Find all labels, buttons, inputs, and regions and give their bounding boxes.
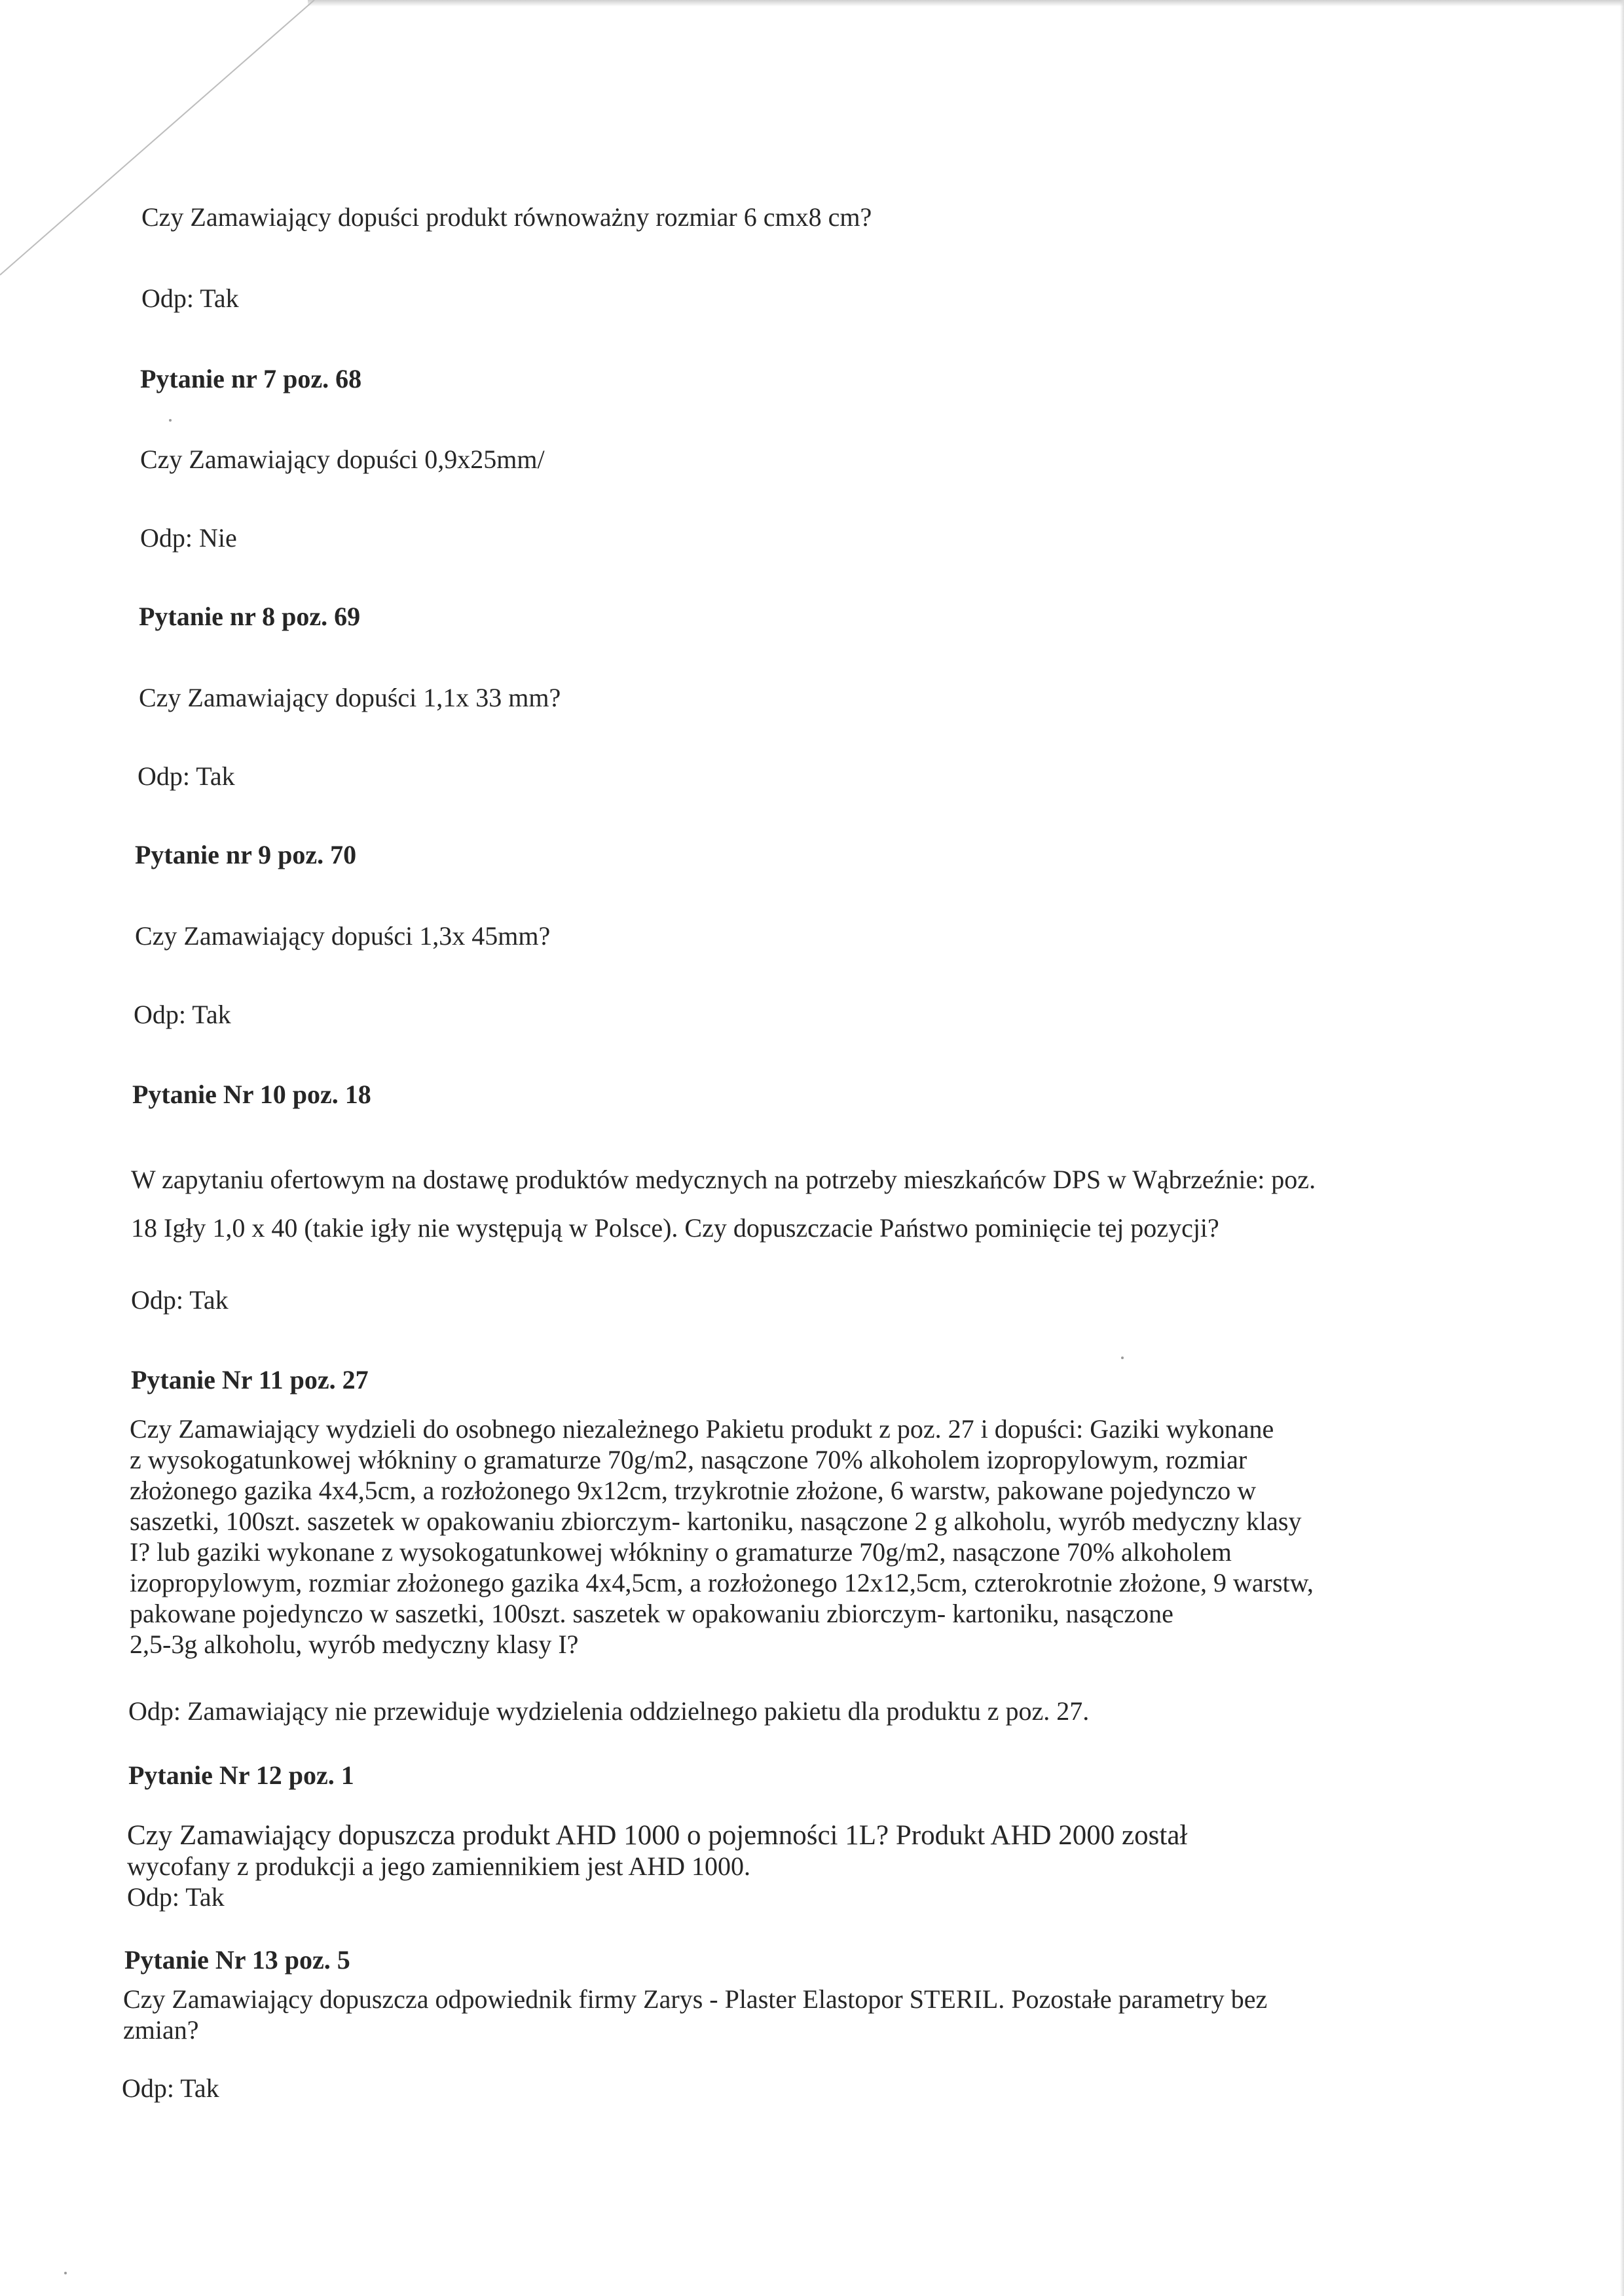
question-11-line: izopropylowym, rozmiar złożonego gazika 4x4,5cm, a rozłożonego 12x12,5cm, czterokrotnie złożone, 9 warstw, bbox=[130, 1568, 1314, 1597]
answer-8: Odp: Tak bbox=[138, 761, 235, 791]
scan-speck bbox=[1121, 1357, 1124, 1359]
question-10-heading: Pytanie Nr 10 poz. 18 bbox=[132, 1080, 371, 1109]
question-13-text bbox=[123, 1984, 1267, 2045]
scan-speck bbox=[64, 2272, 67, 2274]
question-9-text: Czy Zamawiający dopuści 1,3x 45mm? bbox=[135, 921, 551, 951]
question-11-text bbox=[130, 1413, 1314, 1660]
question-11-line: złożonego gazika 4x4,5cm, a rozłożonego 9x12cm, trzykrotnie złożone, 6 warstw, pakowane pojedynczo w bbox=[130, 1476, 1257, 1505]
question-11-line: 2,5-3g alkoholu, wyrób medyczny klasy I? bbox=[130, 1630, 579, 1659]
question-10-text-line-2: 18 Igły 1,0 x 40 (takie igły nie występują w Polsce). Czy dopuszczacie Państwo pominięcie tej pozycji? bbox=[131, 1213, 1219, 1243]
question-6-text: Czy Zamawiający dopuści produkt równoważny rozmiar 6 cmx8 cm? bbox=[141, 202, 872, 232]
question-12-text bbox=[127, 1820, 1187, 1912]
answer-7: Odp: Nie bbox=[140, 523, 237, 553]
question-11-line: I? lub gaziki wykonane z wysokogatunkowej włókniny o gramaturze 70g/m2, nasączone 70% alkoholem bbox=[130, 1537, 1232, 1567]
scan-speck bbox=[169, 419, 172, 422]
question-11-line: pakowane pojedynczo w saszetki, 100szt. saszetek w opakowaniu zbiorczym- kartoniku, nasączone bbox=[130, 1599, 1173, 1628]
question-12-line: wycofany z produkcji a jego zamiennikiem jest AHD 1000. bbox=[127, 1851, 750, 1881]
question-11-line: saszetki, 100szt. saszetek w opakowaniu zbiorczym- kartoniku, nasączone 2 g alkoholu, wyrób medyczny klasy bbox=[130, 1506, 1302, 1536]
answer-9: Odp: Tak bbox=[134, 1000, 231, 1029]
answer-12: Odp: Tak bbox=[127, 1882, 225, 1912]
scan-edge-right bbox=[1620, 0, 1624, 2296]
answer-10: Odp: Tak bbox=[131, 1285, 229, 1315]
question-12-line: Czy Zamawiający dopuszcza produkt AHD 1000 o pojemności 1L? Produkt AHD 2000 został bbox=[127, 1820, 1188, 1851]
question-11-line: Czy Zamawiający wydzieli do osobnego niezależnego Pakietu produkt z poz. 27 i dopuści: Gaziki wykonane bbox=[130, 1414, 1274, 1444]
question-10-text-line-1: W zapytaniu ofertowym na dostawę produktów medycznych na potrzeby mieszkańców DPS w Wąbrzeźnie: poz. bbox=[131, 1165, 1316, 1194]
question-13-line: Czy Zamawiający dopuszcza odpowiednik firmy Zarys - Plaster Elastopor STERIL. Pozostałe parametry bez bbox=[123, 1984, 1268, 2014]
question-9-heading: Pytanie nr 9 poz. 70 bbox=[135, 840, 357, 869]
question-11-line: z wysokogatunkowej włókniny o gramaturze 70g/m2, nasączone 70% alkoholem izopropylowym, rozmiar bbox=[130, 1445, 1247, 1474]
answer-6: Odp: Tak bbox=[141, 283, 239, 313]
question-13-heading: Pytanie Nr 13 poz. 5 bbox=[124, 1945, 350, 1975]
question-13-line: zmian? bbox=[123, 2015, 199, 2045]
question-8-text: Czy Zamawiający dopuści 1,1x 33 mm? bbox=[139, 683, 561, 712]
answer-11: Odp: Zamawiający nie przewiduje wydzielenia oddzielnego pakietu dla produktu z poz. 27. bbox=[128, 1696, 1090, 1726]
scan-edge-top bbox=[308, 0, 1624, 7]
question-12-heading: Pytanie Nr 12 poz. 1 bbox=[128, 1760, 354, 1790]
question-8-heading: Pytanie nr 8 poz. 69 bbox=[139, 602, 361, 631]
question-7-text: Czy Zamawiający dopuści 0,9x25mm/ bbox=[140, 445, 545, 474]
question-11-heading: Pytanie Nr 11 poz. 27 bbox=[131, 1365, 369, 1394]
answer-13: Odp: Tak bbox=[122, 2073, 219, 2103]
question-7-heading: Pytanie nr 7 poz. 68 bbox=[140, 364, 362, 393]
